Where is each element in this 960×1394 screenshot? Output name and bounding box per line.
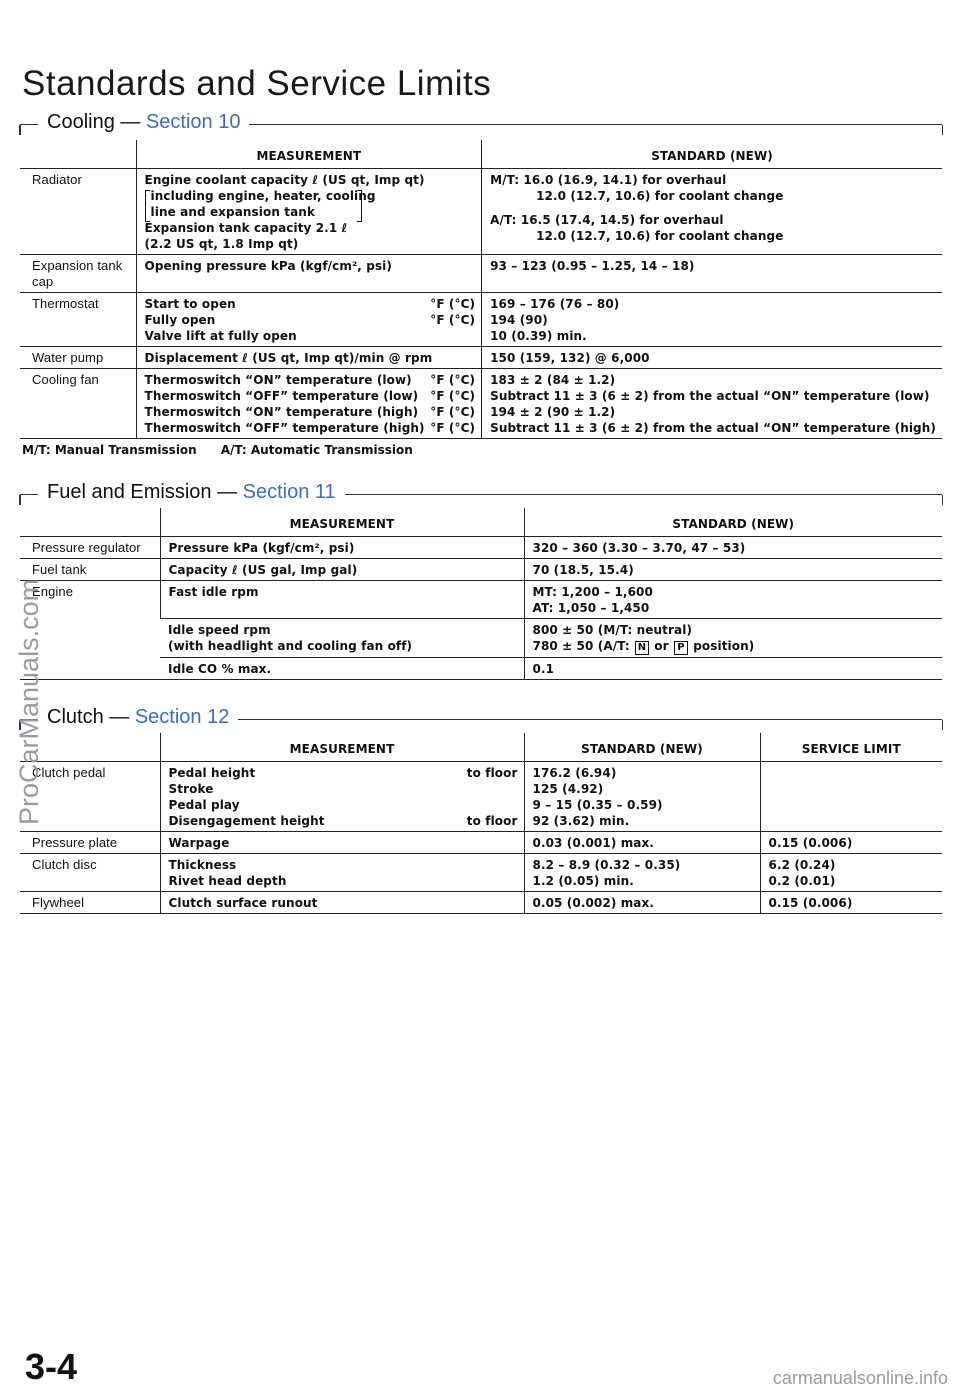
watermark: ProCarManuals.com (14, 578, 44, 825)
table-row: Expansion tank cap Opening pressure kPa (kgf/cm², psi) 93 – 123 (0.95 – 1.25, 14 – 18) (20, 255, 942, 293)
section-title: Fuel and Emission — (47, 481, 243, 503)
neutral-box: N (635, 641, 649, 655)
table-row: Clutch pedal Pedal height to floor Stroke Pedal play Disengagement height to floor 176.2 (6.94) 125 (4.92) 9 – 15 (0.35 – 0.59) 92 (3.62) min. (20, 762, 942, 832)
transmission-note: M/T: Manual Transmission A/T: Automatic Transmission (22, 443, 413, 457)
item-clutch-pedal: Clutch pedal (20, 762, 160, 832)
section-link-10[interactable]: Section 10 (145, 111, 241, 133)
service-limit-header: SERVICE LIMIT (760, 733, 942, 762)
table-row: Clutch disc Thickness Rivet head depth 8.2 – 8.9 (0.32 – 0.35) 1.2 (0.05) min. 6.2 (0.24) 0.2 (0.01) (20, 854, 942, 892)
item-flywheel: Flywheel (20, 892, 160, 914)
item-pressure-plate: Pressure plate (20, 832, 160, 854)
page-title: Standards and Service Limits (22, 64, 492, 103)
table-row: Engine Fast idle rpm MT: 1,200 – 1,600 AT: 1,050 – 1,450 (20, 581, 942, 619)
item-clutch-disc: Clutch disc (20, 854, 160, 892)
page-number: 3-4 (25, 1346, 78, 1387)
table-row: Thermostat Start to open °F (°C) Fully open °F (°C) Valve lift at fully open 169 – 176 (76 – 80) 194 (90) 10 (0.39) min. (20, 293, 942, 347)
item-radiator: Radiator (20, 169, 136, 255)
table-row: Pressure regulator Pressure kPa (kgf/cm², psi) 320 – 360 (3.30 – 3.70, 47 – 53) (20, 537, 942, 559)
item-pressure-regulator: Pressure regulator (20, 537, 160, 559)
cooling-table (20, 140, 942, 439)
measurement-header: MEASUREMENT (160, 508, 524, 537)
item-thermostat: Thermostat (20, 293, 136, 347)
clutch-table (20, 733, 942, 914)
footer-site-link[interactable]: carmanualsonline.info (772, 1368, 948, 1388)
park-box: P (674, 641, 688, 655)
table-row: Cooling fan Thermoswitch “ON” temperature (low) °F (°C) Thermoswitch “OFF” temperature (low) °F (°C) Thermoswitch “ON” temperature (high) °F (°C) Thermoswitch “OFF” temperature (high) °F (°C) 183 ± 2 (84 ± 1.2) Subtract 11 ± 3 (6 ± 2) from the actual “ON” temperature (low) 194 ± 2 (90 ± 1.2) Subtract 11 ± 3 (6 ± 2) from the actual “ON” temperature (high) (20, 369, 942, 439)
item-expansion-tank-cap: Expansion tank cap (20, 255, 136, 293)
measurement-header: MEASUREMENT (136, 140, 482, 169)
standard-header: STANDARD (NEW) (524, 733, 760, 762)
table-row: Pressure plate Warpage 0.03 (0.001) max. 0.15 (0.006) (20, 832, 942, 854)
table-row: Idle CO % max. 0.1 (20, 658, 942, 680)
item-engine: Engine (20, 581, 160, 680)
section-link-11[interactable]: Section 11 (242, 481, 336, 503)
item-water-pump: Water pump (20, 347, 136, 369)
table-row: Fuel tank Capacity ℓ (US gal, Imp gal) 70 (18.5, 15.4) (20, 559, 942, 581)
item-cooling-fan: Cooling fan (20, 369, 136, 439)
fuel-table (20, 508, 942, 680)
section-link-12[interactable]: Section 12 (134, 706, 230, 728)
table-row: Flywheel Clutch surface runout 0.05 (0.002) max. 0.15 (0.006) (20, 892, 942, 914)
table-row: Water pump Displacement ℓ (US qt, Imp qt)/min @ rpm 150 (159, 132) @ 6,000 (20, 347, 942, 369)
table-row: Idle speed rpm (with headlight and cooling fan off) 800 ± 50 (M/T: neutral) 780 ± 50 (A/T: N or P position) (20, 619, 942, 658)
standard-header: STANDARD (NEW) (482, 140, 942, 169)
measurement-header: MEASUREMENT (160, 733, 524, 762)
section-title: Cooling — (47, 111, 146, 133)
section-title: Clutch — (47, 706, 135, 728)
standard-header: STANDARD (NEW) (524, 508, 942, 537)
table-row: Radiator Engine coolant capacity ℓ (US qt, Imp qt) including engine, heater, cooling line and expansion tank Expansion tank capacity 2.1 ℓ (2.2 US qt, 1.8 Imp qt) M/T: 16.0 (16.9, 14.1) for overhaul 12.0 (12.7, 10.6) for coolant change A/T: 16.5 (17.4, 14.5) for overhaul 12.0 (12.7, 10.6) for coolant change (20, 169, 942, 255)
item-fuel-tank: Fuel tank (20, 559, 160, 581)
